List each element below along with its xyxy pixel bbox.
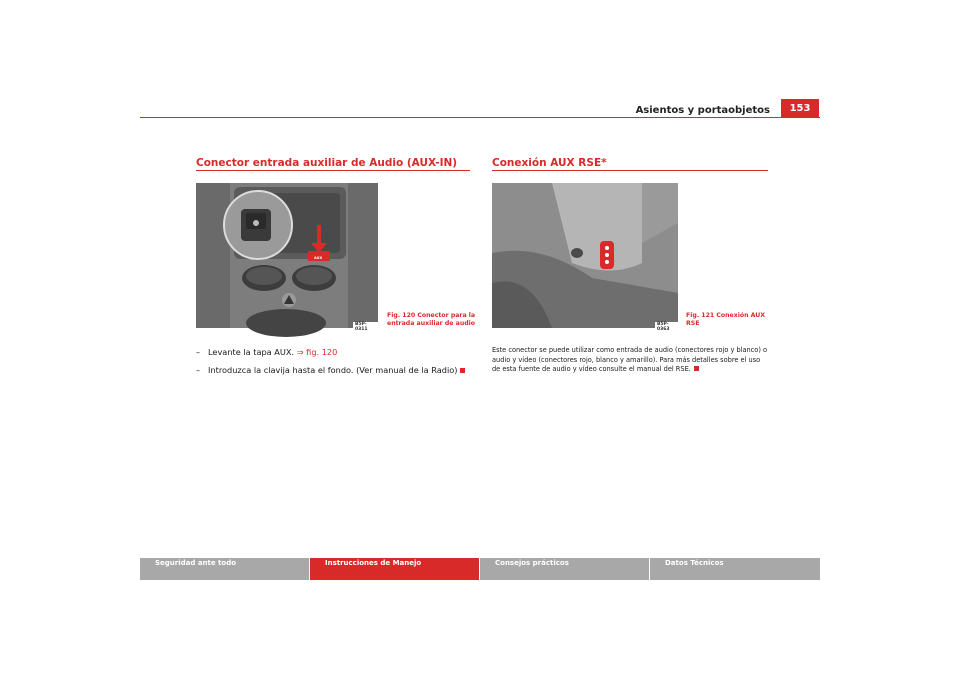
- right-section-title: Conexión AUX RSE*: [492, 157, 607, 169]
- rse-description: [492, 346, 770, 375]
- footer-tab-label: Consejos prácticos: [495, 559, 569, 567]
- right-section-divider: [492, 170, 768, 171]
- footer-tab-label: Instrucciones de Manejo: [325, 559, 422, 567]
- header-divider: [140, 117, 820, 118]
- caption-line: Fig. 121 Conexión AUX: [686, 312, 766, 319]
- footer-tab-consejos[interactable]: [480, 558, 649, 580]
- step-text: Levante la tapa AUX.: [208, 347, 297, 357]
- page-number: 153: [781, 99, 819, 117]
- instruction-list: [196, 345, 486, 381]
- running-header: Asientos y portaobjetos: [635, 105, 770, 116]
- figure-120-caption: [387, 312, 477, 327]
- caption-line: RSE: [686, 319, 700, 327]
- step-text: Introduzca la clavija hasta el fondo. (Ver manual de la Radio): [208, 365, 458, 375]
- figure-120-aux-in: [196, 183, 378, 332]
- figure-reference-link[interactable]: ⇒ fig. 120: [296, 347, 338, 357]
- footer-tab-label: Seguridad ante todo: [155, 559, 237, 567]
- figure-code: B5P-0311: [353, 322, 378, 332]
- rse-illustration: [492, 183, 678, 328]
- footer-tab-seguridad[interactable]: [140, 558, 309, 580]
- caption-line: entrada auxiliar de audio: [387, 319, 476, 327]
- footer-tab-instrucciones[interactable]: [310, 558, 479, 580]
- footer-tab-label: Datos Técnicos: [665, 559, 724, 567]
- aux-cover-label: AUX: [314, 256, 323, 260]
- end-of-section-icon: [694, 366, 699, 371]
- figure-121-caption: [686, 312, 776, 327]
- instruction-step: [196, 363, 486, 377]
- left-section-divider: [196, 170, 470, 171]
- figure-code: B5P-0363: [655, 322, 678, 332]
- console-illustration: [196, 183, 378, 328]
- left-section-title: Conector entrada auxiliar de Audio (AUX-IN): [196, 157, 458, 169]
- figure-121-aux-rse: [492, 183, 678, 332]
- rse-paragraph: Este conector se puede utilizar como entrada de audio (conectores rojo y blanco) o audio y vídeo (conectores rojo, blanco y amarillo). Para más detalles sobre el uso de esta fuente de audio y vídeo consulte el manual del RSE.: [492, 346, 768, 373]
- caption-line: Fig. 120 Conector para la: [387, 312, 476, 319]
- instruction-step: [196, 345, 486, 359]
- footer-tab-datos[interactable]: [650, 558, 820, 580]
- end-of-section-icon: [460, 368, 465, 373]
